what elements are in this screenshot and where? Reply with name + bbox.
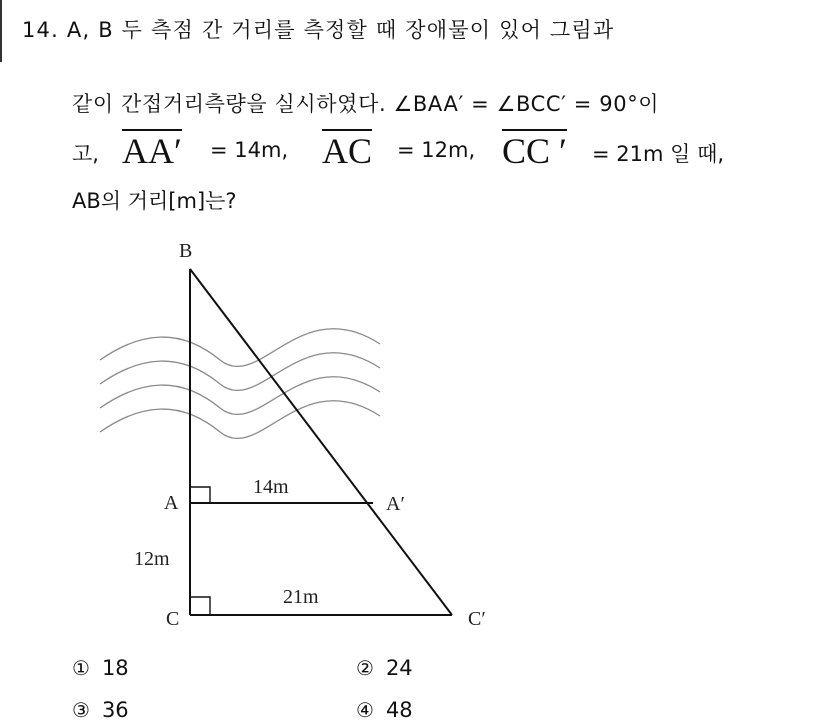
choice-3[interactable] [72, 698, 129, 722]
choice-2-value: 24 [385, 656, 413, 680]
question-line-4: AB의 거리[m]는? [72, 189, 237, 213]
left-margin-rule [0, 0, 2, 62]
right-angle-mark-a [190, 487, 210, 503]
choice-1-value: 18 [101, 656, 129, 680]
choice-4[interactable] [356, 698, 413, 722]
choice-2[interactable] [356, 656, 413, 680]
wave-line [100, 377, 380, 415]
label-aa-length: 14m [253, 476, 289, 498]
label-c: C [166, 608, 180, 630]
triangle-figure [80, 232, 540, 642]
segment-ac-value: = 12m, [397, 138, 476, 162]
label-b: B [179, 240, 193, 262]
question-line-1: 14. A, B 두 측점 간 거리를 측정할 때 장애물이 있어 그림과 [22, 18, 615, 42]
question-line-2: 같이 간접거리측량을 실시하였다. ∠BAA′ = ∠BCC′ = 90°이 [72, 92, 660, 116]
label-ac-length: 12m [134, 548, 170, 570]
choice-2-number: ② [356, 656, 374, 680]
right-angle-mark-c [190, 597, 210, 615]
obstacle-waves [100, 329, 380, 439]
segment-bc-prime-line [190, 269, 452, 615]
label-a-prime: A′ [386, 493, 405, 515]
choice-4-number: ④ [356, 698, 374, 722]
wave-line [100, 401, 380, 439]
choice-1-number: ① [72, 656, 90, 680]
segment-ac: AC [322, 131, 373, 171]
segment-cc-prime-value: = 21m 일 때, [592, 142, 725, 166]
segment-aa-prime-value: = 14m, [210, 138, 289, 162]
segment-aa-prime: AA′ [122, 131, 182, 171]
line3-prefix: 고, [72, 142, 99, 166]
label-c-prime: C′ [468, 608, 486, 630]
label-a: A [164, 492, 179, 514]
choice-4-value: 48 [385, 698, 413, 722]
choice-1[interactable] [72, 656, 129, 680]
choice-3-value: 36 [101, 698, 129, 722]
label-cc-length: 21m [283, 586, 319, 608]
segment-cc-prime: CC ′ [502, 131, 567, 171]
question-line-3 [72, 128, 762, 178]
choice-3-number: ③ [72, 698, 90, 722]
wave-line [100, 353, 380, 391]
